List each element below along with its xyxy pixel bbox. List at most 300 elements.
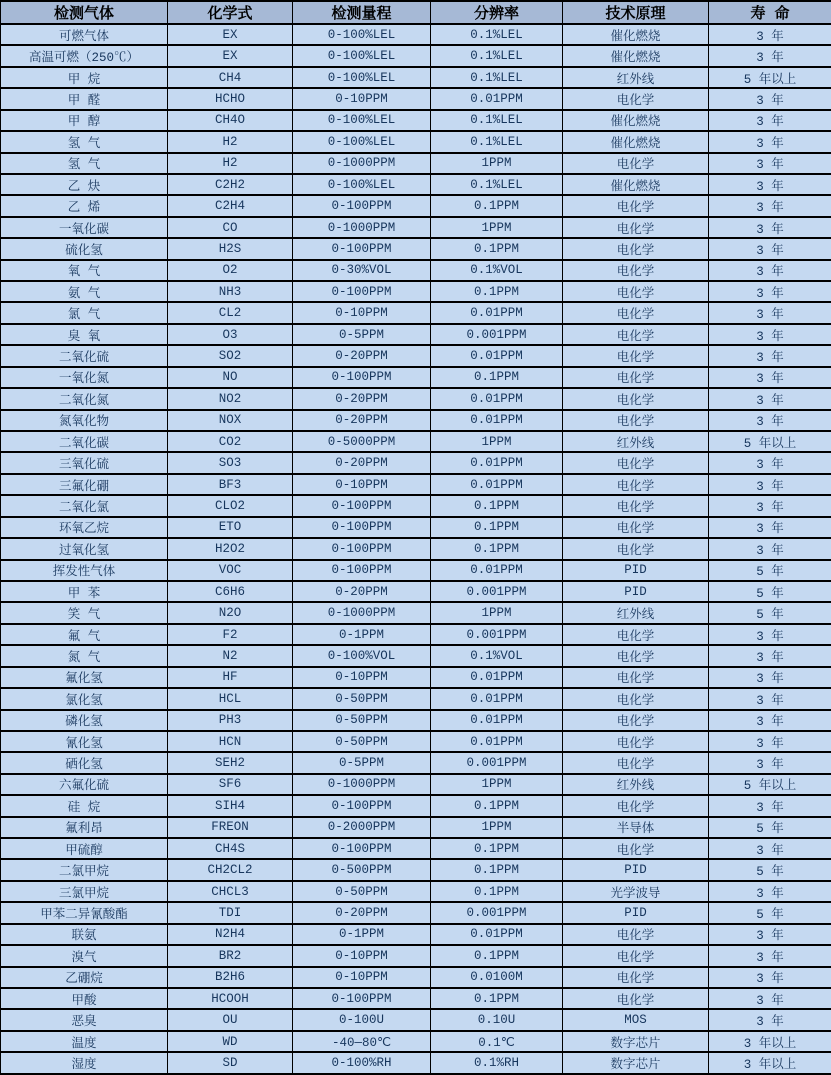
cell-range: 0-20PPM: [293, 581, 431, 602]
cell-resolution: 0.1%LEL: [431, 110, 563, 131]
cell-formula: O3: [168, 324, 293, 345]
cell-lifespan: 3 年: [709, 217, 831, 238]
cell-range: 0-100%LEL: [293, 110, 431, 131]
column-header-resolution: 分辨率: [431, 1, 563, 24]
cell-range: 0-50PPM: [293, 688, 431, 709]
cell-gas: 氯化氢: [1, 688, 168, 709]
table-row: [1, 945, 831, 966]
cell-lifespan: 5 年以上: [709, 774, 831, 795]
cell-range: 0-100PPM: [293, 238, 431, 259]
cell-formula: NO2: [168, 388, 293, 409]
cell-resolution: 0.1PPM: [431, 795, 563, 816]
cell-gas: 湿度: [1, 1052, 168, 1074]
cell-lifespan: 3 年以上: [709, 1031, 831, 1052]
cell-gas: 甲硫醇: [1, 838, 168, 859]
cell-lifespan: 3 年: [709, 517, 831, 538]
cell-gas: 甲 苯: [1, 581, 168, 602]
cell-lifespan: 5 年以上: [709, 67, 831, 88]
cell-gas: 六氟化硫: [1, 774, 168, 795]
cell-range: 0-50PPM: [293, 731, 431, 752]
cell-range: 0-1PPM: [293, 924, 431, 945]
cell-resolution: 1PPM: [431, 774, 563, 795]
cell-formula: CLO2: [168, 495, 293, 516]
cell-resolution: 0.01PPM: [431, 560, 563, 581]
cell-resolution: 0.1%LEL: [431, 67, 563, 88]
cell-formula: C6H6: [168, 581, 293, 602]
cell-range: 0-100PPM: [293, 560, 431, 581]
cell-formula: ETO: [168, 517, 293, 538]
cell-lifespan: 3 年: [709, 624, 831, 645]
cell-resolution: 0.01PPM: [431, 345, 563, 366]
table-row: [1, 1052, 831, 1074]
cell-formula: PH3: [168, 710, 293, 731]
cell-principle: 电化学: [563, 452, 709, 473]
cell-range: 0-1000PPM: [293, 217, 431, 238]
cell-resolution: 1PPM: [431, 602, 563, 623]
cell-formula: SIH4: [168, 795, 293, 816]
cell-resolution: 0.01PPM: [431, 710, 563, 731]
cell-formula: HCHO: [168, 88, 293, 109]
cell-principle: 催化燃烧: [563, 131, 709, 152]
cell-formula: HCN: [168, 731, 293, 752]
cell-principle: 数字芯片: [563, 1031, 709, 1052]
cell-resolution: 0.01PPM: [431, 410, 563, 431]
cell-gas: 温度: [1, 1031, 168, 1052]
cell-lifespan: 3 年: [709, 645, 831, 666]
cell-formula: SF6: [168, 774, 293, 795]
table-row: [1, 667, 831, 688]
cell-principle: 电化学: [563, 324, 709, 345]
cell-principle: PID: [563, 581, 709, 602]
cell-resolution: 0.1PPM: [431, 859, 563, 880]
table-row: [1, 602, 831, 623]
cell-lifespan: 3 年: [709, 88, 831, 109]
cell-formula: CH4: [168, 67, 293, 88]
cell-lifespan: 3 年: [709, 945, 831, 966]
cell-resolution: 1PPM: [431, 817, 563, 838]
cell-gas: 氯 气: [1, 302, 168, 323]
column-header-formula: 化学式: [168, 1, 293, 24]
cell-range: 0-100PPM: [293, 281, 431, 302]
cell-principle: PID: [563, 902, 709, 923]
cell-gas: 三氯甲烷: [1, 881, 168, 902]
cell-principle: 电化学: [563, 260, 709, 281]
cell-lifespan: 3 年: [709, 474, 831, 495]
cell-gas: 甲 醛: [1, 88, 168, 109]
table-row: [1, 731, 831, 752]
cell-range: 0-100U: [293, 1009, 431, 1030]
cell-range: 0-100%VOL: [293, 645, 431, 666]
cell-gas: 溴气: [1, 945, 168, 966]
cell-gas: 笑 气: [1, 602, 168, 623]
cell-lifespan: 3 年: [709, 795, 831, 816]
table-row: [1, 752, 831, 773]
cell-formula: CHCL3: [168, 881, 293, 902]
cell-formula: SD: [168, 1052, 293, 1074]
table-row: [1, 817, 831, 838]
table-row: [1, 131, 831, 152]
table-row: [1, 838, 831, 859]
table-row: [1, 195, 831, 216]
cell-lifespan: 3 年: [709, 324, 831, 345]
cell-principle: 电化学: [563, 924, 709, 945]
cell-principle: PID: [563, 859, 709, 880]
cell-gas: 氮氧化物: [1, 410, 168, 431]
cell-principle: 电化学: [563, 710, 709, 731]
cell-formula: CL2: [168, 302, 293, 323]
cell-formula: NOX: [168, 410, 293, 431]
cell-gas: 挥发性气体: [1, 560, 168, 581]
cell-gas: 二氧化碳: [1, 431, 168, 452]
table-row: [1, 45, 831, 66]
table-row: [1, 238, 831, 259]
cell-gas: 硒化氢: [1, 752, 168, 773]
cell-lifespan: 3 年: [709, 731, 831, 752]
cell-formula: SO3: [168, 452, 293, 473]
cell-formula: N2: [168, 645, 293, 666]
cell-range: 0-100PPM: [293, 795, 431, 816]
cell-formula: WD: [168, 1031, 293, 1052]
cell-resolution: 0.1PPM: [431, 517, 563, 538]
cell-formula: CO: [168, 217, 293, 238]
cell-range: 0-10PPM: [293, 967, 431, 988]
cell-principle: 电化学: [563, 88, 709, 109]
table-row: [1, 67, 831, 88]
cell-lifespan: 3 年: [709, 131, 831, 152]
cell-lifespan: 3 年: [709, 752, 831, 773]
cell-range: 0-10PPM: [293, 88, 431, 109]
cell-lifespan: 5 年: [709, 817, 831, 838]
cell-formula: CH2CL2: [168, 859, 293, 880]
cell-gas: 乙硼烷: [1, 967, 168, 988]
cell-gas: 臭 氧: [1, 324, 168, 345]
cell-principle: 电化学: [563, 238, 709, 259]
cell-lifespan: 3 年: [709, 410, 831, 431]
cell-resolution: 0.1%VOL: [431, 260, 563, 281]
cell-range: 0-500PPM: [293, 859, 431, 880]
cell-formula: NH3: [168, 281, 293, 302]
cell-gas: 三氟化硼: [1, 474, 168, 495]
cell-resolution: 0.001PPM: [431, 752, 563, 773]
cell-lifespan: 3 年: [709, 302, 831, 323]
cell-principle: 电化学: [563, 667, 709, 688]
cell-range: 0-100PPM: [293, 538, 431, 559]
table-row: [1, 452, 831, 473]
cell-formula: TDI: [168, 902, 293, 923]
cell-principle: 电化学: [563, 624, 709, 645]
cell-principle: 电化学: [563, 281, 709, 302]
cell-resolution: 0.1PPM: [431, 195, 563, 216]
cell-principle: 电化学: [563, 474, 709, 495]
cell-lifespan: 5 年: [709, 581, 831, 602]
cell-lifespan: 5 年: [709, 902, 831, 923]
table-row: [1, 302, 831, 323]
table-body: [1, 24, 831, 1074]
cell-formula: CH4O: [168, 110, 293, 131]
cell-formula: HF: [168, 667, 293, 688]
cell-gas: 氰化氢: [1, 731, 168, 752]
table-row: [1, 881, 831, 902]
cell-formula: C2H4: [168, 195, 293, 216]
cell-lifespan: 3 年: [709, 238, 831, 259]
cell-resolution: 0.1PPM: [431, 495, 563, 516]
cell-formula: C2H2: [168, 174, 293, 195]
cell-range: 0-100%LEL: [293, 45, 431, 66]
cell-resolution: 0.01PPM: [431, 302, 563, 323]
cell-gas: 可燃气体: [1, 24, 168, 45]
table-row: [1, 688, 831, 709]
cell-gas: 恶臭: [1, 1009, 168, 1030]
cell-principle: 电化学: [563, 988, 709, 1009]
cell-principle: 红外线: [563, 602, 709, 623]
cell-formula: F2: [168, 624, 293, 645]
cell-gas: 一氧化碳: [1, 217, 168, 238]
column-header-principle: 技术原理: [563, 1, 709, 24]
cell-resolution: 0.1%LEL: [431, 24, 563, 45]
cell-formula: H2: [168, 131, 293, 152]
cell-formula: O2: [168, 260, 293, 281]
cell-principle: 电化学: [563, 367, 709, 388]
cell-gas: 二氧化氯: [1, 495, 168, 516]
cell-principle: 电化学: [563, 967, 709, 988]
cell-resolution: 0.1%LEL: [431, 131, 563, 152]
cell-resolution: 0.01PPM: [431, 688, 563, 709]
table-row: [1, 1031, 831, 1052]
cell-gas: 甲 烷: [1, 67, 168, 88]
cell-range: 0-10PPM: [293, 667, 431, 688]
cell-formula: BF3: [168, 474, 293, 495]
cell-principle: 电化学: [563, 538, 709, 559]
cell-principle: 电化学: [563, 410, 709, 431]
table-row: [1, 388, 831, 409]
cell-range: 0-20PPM: [293, 452, 431, 473]
cell-resolution: 0.01PPM: [431, 667, 563, 688]
column-header-lifespan: 寿 命: [709, 1, 831, 24]
cell-range: 0-100%RH: [293, 1052, 431, 1074]
cell-gas: 氮 气: [1, 645, 168, 666]
table-row: [1, 902, 831, 923]
cell-principle: 电化学: [563, 388, 709, 409]
cell-resolution: 0.1PPM: [431, 945, 563, 966]
cell-lifespan: 3 年: [709, 281, 831, 302]
cell-resolution: 0.01PPM: [431, 924, 563, 945]
cell-lifespan: 3 年: [709, 988, 831, 1009]
cell-range: 0-100PPM: [293, 988, 431, 1009]
cell-resolution: 0.01PPM: [431, 388, 563, 409]
cell-gas: 氟 气: [1, 624, 168, 645]
cell-gas: 过氧化氢: [1, 538, 168, 559]
cell-resolution: 1PPM: [431, 431, 563, 452]
table-row: [1, 924, 831, 945]
cell-resolution: 0.001PPM: [431, 624, 563, 645]
cell-resolution: 1PPM: [431, 153, 563, 174]
table-row: [1, 710, 831, 731]
cell-gas: 氟利昂: [1, 817, 168, 838]
table-row: [1, 517, 831, 538]
cell-resolution: 0.1PPM: [431, 881, 563, 902]
cell-range: 0-100PPM: [293, 195, 431, 216]
cell-gas: 一氧化氮: [1, 367, 168, 388]
cell-gas: 氟化氢: [1, 667, 168, 688]
cell-principle: 半导体: [563, 817, 709, 838]
cell-range: 0-1000PPM: [293, 153, 431, 174]
table-row: [1, 367, 831, 388]
cell-gas: 联氨: [1, 924, 168, 945]
cell-lifespan: 5 年: [709, 602, 831, 623]
cell-lifespan: 3 年: [709, 45, 831, 66]
cell-range: 0-30%VOL: [293, 260, 431, 281]
cell-gas: 乙 烯: [1, 195, 168, 216]
cell-gas: 氢 气: [1, 153, 168, 174]
cell-lifespan: 5 年: [709, 859, 831, 880]
cell-resolution: 1PPM: [431, 217, 563, 238]
cell-lifespan: 5 年: [709, 560, 831, 581]
cell-principle: 催化燃烧: [563, 174, 709, 195]
cell-gas: 氧 气: [1, 260, 168, 281]
cell-range: 0-50PPM: [293, 881, 431, 902]
cell-range: 0-5PPM: [293, 752, 431, 773]
cell-principle: MOS: [563, 1009, 709, 1030]
table-row: [1, 324, 831, 345]
cell-range: 0-100%LEL: [293, 67, 431, 88]
cell-lifespan: 3 年: [709, 24, 831, 45]
cell-principle: 电化学: [563, 345, 709, 366]
cell-resolution: 0.001PPM: [431, 324, 563, 345]
cell-formula: BR2: [168, 945, 293, 966]
cell-lifespan: 3 年: [709, 495, 831, 516]
cell-formula: B2H6: [168, 967, 293, 988]
cell-gas: 二氧化氮: [1, 388, 168, 409]
cell-lifespan: 3 年: [709, 1009, 831, 1030]
cell-gas: 三氧化硫: [1, 452, 168, 473]
cell-principle: 光学波导: [563, 881, 709, 902]
cell-resolution: 0.01PPM: [431, 452, 563, 473]
cell-range: 0-1000PPM: [293, 602, 431, 623]
cell-formula: EX: [168, 45, 293, 66]
cell-lifespan: 3 年: [709, 967, 831, 988]
cell-formula: HCL: [168, 688, 293, 709]
cell-principle: 电化学: [563, 217, 709, 238]
cell-principle: 数字芯片: [563, 1052, 709, 1074]
cell-principle: 电化学: [563, 838, 709, 859]
table-row: [1, 581, 831, 602]
cell-principle: 电化学: [563, 517, 709, 538]
cell-principle: 红外线: [563, 774, 709, 795]
cell-lifespan: 3 年: [709, 260, 831, 281]
cell-gas: 氨 气: [1, 281, 168, 302]
cell-gas: 高温可燃（250℃）: [1, 45, 168, 66]
cell-principle: PID: [563, 560, 709, 581]
cell-formula: N2H4: [168, 924, 293, 945]
cell-lifespan: 5 年以上: [709, 431, 831, 452]
cell-lifespan: 3 年: [709, 838, 831, 859]
cell-range: 0-20PPM: [293, 388, 431, 409]
cell-lifespan: 3 年: [709, 667, 831, 688]
table-row: [1, 431, 831, 452]
cell-resolution: 0.001PPM: [431, 902, 563, 923]
cell-resolution: 0.1PPM: [431, 838, 563, 859]
cell-lifespan: 3 年: [709, 881, 831, 902]
cell-formula: EX: [168, 24, 293, 45]
cell-principle: 电化学: [563, 645, 709, 666]
cell-principle: 催化燃烧: [563, 24, 709, 45]
cell-principle: 电化学: [563, 731, 709, 752]
cell-principle: 电化学: [563, 153, 709, 174]
cell-principle: 催化燃烧: [563, 45, 709, 66]
table-row: [1, 538, 831, 559]
cell-lifespan: 3 年: [709, 710, 831, 731]
cell-formula: CO2: [168, 431, 293, 452]
cell-principle: 红外线: [563, 67, 709, 88]
cell-resolution: 0.1PPM: [431, 367, 563, 388]
cell-principle: 电化学: [563, 495, 709, 516]
table-row: [1, 174, 831, 195]
cell-gas: 环氧乙烷: [1, 517, 168, 538]
table-row: [1, 260, 831, 281]
cell-lifespan: 3 年: [709, 688, 831, 709]
table-row: [1, 88, 831, 109]
cell-principle: 电化学: [563, 688, 709, 709]
cell-range: 0-100PPM: [293, 367, 431, 388]
cell-lifespan: 3 年: [709, 174, 831, 195]
cell-range: 0-50PPM: [293, 710, 431, 731]
table-row: [1, 474, 831, 495]
cell-lifespan: 3 年: [709, 153, 831, 174]
cell-range: 0-10PPM: [293, 945, 431, 966]
cell-resolution: 0.1%LEL: [431, 45, 563, 66]
cell-principle: 电化学: [563, 195, 709, 216]
cell-resolution: 0.1℃: [431, 1031, 563, 1052]
cell-formula: HCOOH: [168, 988, 293, 1009]
table-row: [1, 624, 831, 645]
cell-range: 0-100%LEL: [293, 174, 431, 195]
cell-gas: 磷化氢: [1, 710, 168, 731]
table-row: [1, 795, 831, 816]
table-row: [1, 110, 831, 131]
cell-formula: OU: [168, 1009, 293, 1030]
table-row: [1, 1009, 831, 1030]
cell-gas: 二氯甲烷: [1, 859, 168, 880]
table-row: [1, 217, 831, 238]
table-row: [1, 281, 831, 302]
cell-lifespan: 3 年: [709, 538, 831, 559]
cell-formula: CH4S: [168, 838, 293, 859]
cell-range: 0-100PPM: [293, 838, 431, 859]
cell-gas: 乙 炔: [1, 174, 168, 195]
cell-range: 0-2000PPM: [293, 817, 431, 838]
cell-principle: 红外线: [563, 431, 709, 452]
cell-lifespan: 3 年以上: [709, 1052, 831, 1074]
cell-lifespan: 3 年: [709, 388, 831, 409]
cell-range: 0-20PPM: [293, 410, 431, 431]
table-row: [1, 988, 831, 1009]
cell-lifespan: 3 年: [709, 452, 831, 473]
cell-resolution: 0.01PPM: [431, 731, 563, 752]
cell-gas: 硅 烷: [1, 795, 168, 816]
cell-principle: 电化学: [563, 945, 709, 966]
cell-range: 0-5000PPM: [293, 431, 431, 452]
cell-range: 0-10PPM: [293, 474, 431, 495]
table-row: [1, 24, 831, 45]
cell-resolution: 0.001PPM: [431, 581, 563, 602]
cell-lifespan: 3 年: [709, 195, 831, 216]
cell-resolution: 0.1PPM: [431, 238, 563, 259]
cell-range: 0-1000PPM: [293, 774, 431, 795]
cell-principle: 催化燃烧: [563, 110, 709, 131]
cell-resolution: 0.01PPM: [431, 88, 563, 109]
column-header-range: 检测量程: [293, 1, 431, 24]
cell-range: 0-100PPM: [293, 495, 431, 516]
